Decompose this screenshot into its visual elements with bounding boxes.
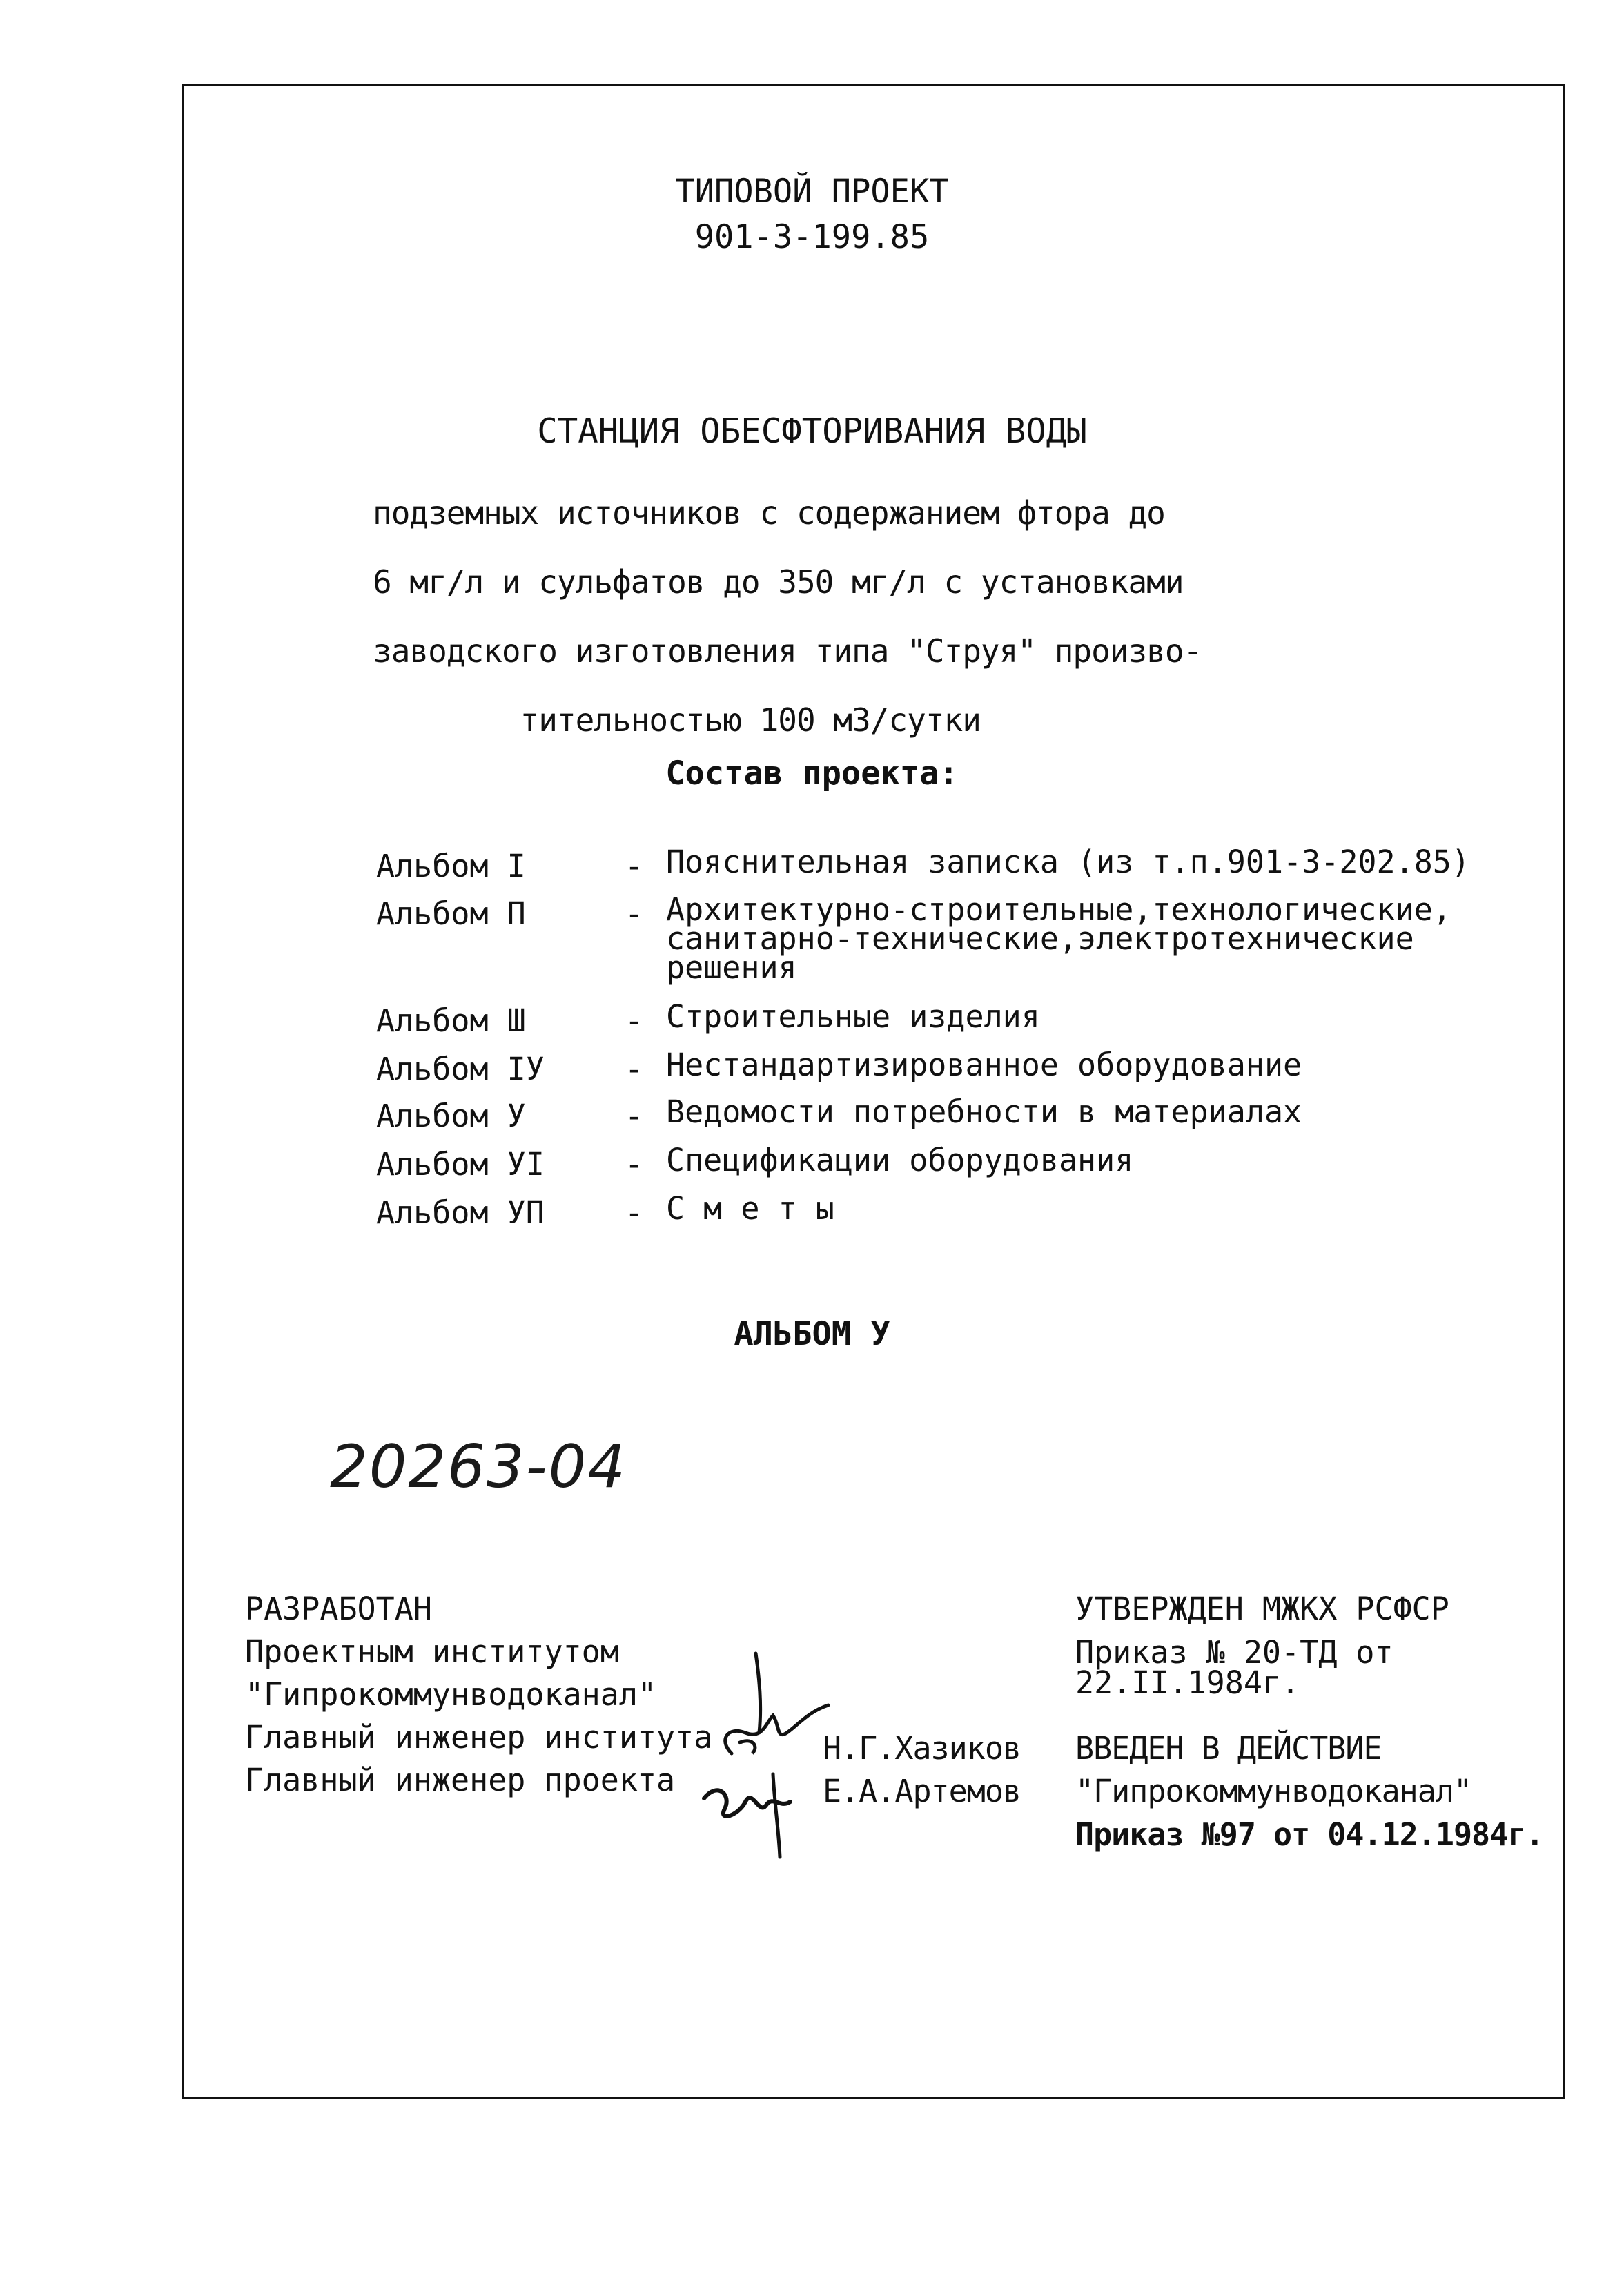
album-dash: -: [625, 895, 644, 932]
album-desc: Архитектурно-строительные,технологические, санитарно-технические,электротехнические решения: [666, 891, 1451, 986]
developed-block: [245, 1588, 712, 1802]
album-desc: Нестандартизированное оборудование: [666, 1047, 1302, 1083]
album-dash: -: [625, 1194, 644, 1231]
album-dash: -: [625, 1098, 644, 1134]
signature-chief-institute: [690, 1650, 849, 1781]
developed-org: "Гипрокоммунводоканал": [245, 1676, 657, 1713]
chief-institute-name: Н.Г.Хазиков: [823, 1730, 1021, 1767]
project-number: 901-3-199.85: [694, 218, 930, 256]
approved-block: [1075, 1588, 1572, 1701]
subtitle-line: подземных источников с содержанием фтора до: [373, 494, 1165, 532]
composition-heading: Состав проекта:: [665, 755, 959, 793]
chief-project-name: Е.А.Артемов: [823, 1773, 1021, 1809]
chief-institute-label: Главный инженер института: [245, 1719, 713, 1756]
doc-header: [0, 169, 1624, 260]
album-name: Альбом У: [376, 1098, 526, 1134]
album-name: Альбом УП: [376, 1194, 545, 1231]
developed-institute: Проектным институтом: [245, 1633, 619, 1670]
archive-number: 20263-04: [330, 1432, 627, 1501]
title-block: [0, 407, 1624, 456]
enacted-org: "Гипрокоммунводоканал": [1075, 1773, 1472, 1809]
album-name: Альбом П: [376, 895, 526, 932]
album-name: Альбом IУ: [376, 1051, 545, 1087]
album-desc: Ведомости потребности в материалах: [666, 1093, 1302, 1130]
subtitle-line: 6 мг/л и сульфатов до 350 мг/л с установками: [373, 563, 1184, 601]
station-title: СТАНЦИЯ ОБЕСФТОРИВАНИЯ ВОДЫ: [537, 411, 1087, 451]
developed-heading: РАЗРАБОТАН: [245, 1591, 432, 1627]
album-name: Альбом Ш: [376, 1002, 526, 1039]
album-dash: -: [625, 1002, 644, 1039]
approved-order: Приказ № 20-ТД от: [1075, 1634, 1393, 1671]
enacted-label: ВВЕДЕН В ДЕЙСТВИЕ: [1075, 1730, 1382, 1767]
approved-heading: УТВЕРЖДЕН МЖКХ РСФСР: [1075, 1591, 1449, 1627]
album-desc: С м е т ы: [666, 1190, 834, 1227]
signature-chief-project: [697, 1767, 835, 1864]
album-name: Альбом I: [376, 848, 526, 884]
album-dash: -: [625, 1146, 644, 1183]
album-dash: -: [625, 848, 644, 884]
album-desc: Пояснительная записка (из т.п.901-3-202.85): [666, 844, 1470, 880]
chief-project-label: Главный инженер проекта: [245, 1762, 676, 1798]
approved-order-date: 22.II.1984г.: [1075, 1664, 1300, 1701]
album-name: Альбом УI: [376, 1146, 545, 1183]
subtitle-line: заводского изготовления типа "Струя" произво-: [373, 632, 1202, 670]
album-label: АЛЬБОМ У: [734, 1315, 890, 1353]
album-desc: Спецификации оборудования: [666, 1142, 1134, 1178]
station-subtitle: [373, 461, 1284, 772]
enacted-order: Приказ №97 от 04.12.1984г.: [1075, 1816, 1544, 1853]
album-desc: Строительные изделия: [666, 998, 1040, 1035]
album-dash: -: [625, 1051, 644, 1087]
project-type: ТИПОВОЙ ПРОЕКТ: [675, 173, 949, 211]
subtitle-line: тительностью 100 м3/сутки: [373, 701, 981, 739]
